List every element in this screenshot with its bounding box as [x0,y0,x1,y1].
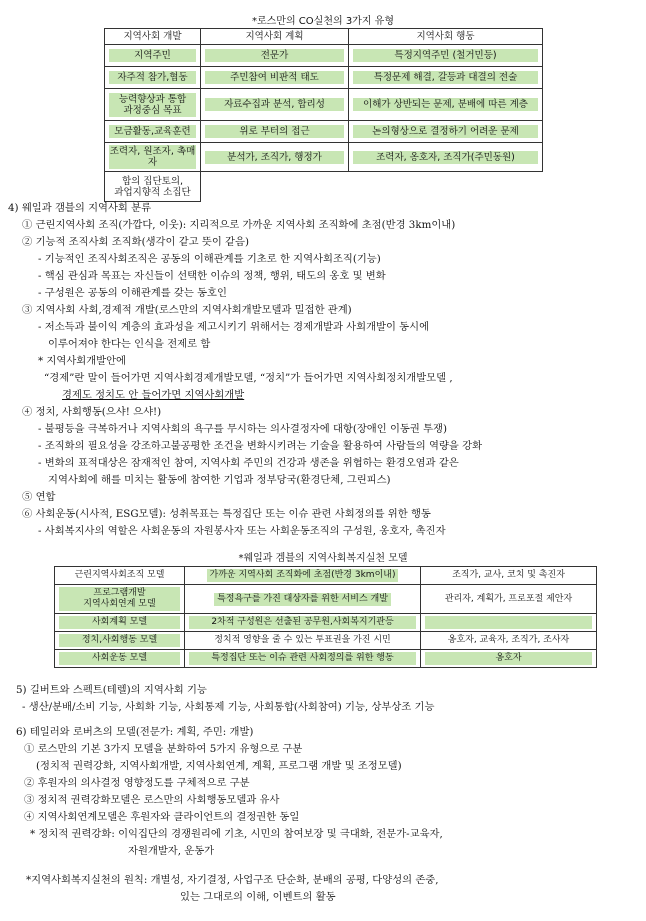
table-cell: 모금활동,교육훈련 [105,121,201,143]
list-item: * 정치적 권력강화: 이익집단의 경쟁원리에 기초, 시민의 참여보장 및 극대화, 전문가-교육자, [30,828,443,840]
table-cell: 조력자, 옹호자, 조직가(주민동원) [349,143,543,172]
table-cell: 이해가 상반되는 문제, 분배에 따른 계층 [349,89,543,121]
table-empty-cell [349,172,543,202]
section-heading: 6) 테일러와 로버츠의 모델(전문가: 계획, 주민: 개발) [16,726,254,738]
table-cell: 자료수집과 분석, 합리성 [201,89,349,121]
table-cell: 정치적 영향을 줄 수 있는 투표권을 가진 시민 [185,632,421,650]
table-cell: 옹호자 [421,650,597,668]
list-item: - 사회복지사의 역할은 사회운동의 자원봉사자 또는 사회운동조직의 구성원, 옹호자, 촉진자 [38,525,446,537]
table-cell: 사회계획 모델 [55,614,185,632]
table-row [105,121,543,143]
table2-caption: *웨일과 겜블의 지역사회복지실천 모델 [238,553,408,564]
list-item: ④ 지역사회연계모델은 후원자와 클라이언트의 결정권한 동일 [24,811,300,823]
list-item: ① 근린지역사회 조직(가깝다, 이웃): 지리적으로 가까운 지역사회 조직화에 초점(반경 3km이내) [22,219,456,231]
list-item: - 불평등을 극복하거나 지역사회의 욕구를 무시하는 의사결정자에 대항(장애인 이동권 투쟁) [38,423,448,435]
list-item: - 저소득과 불이익 계층의 효과성을 제고시키기 위해서는 경제개발과 사회개발이 동시에 [38,321,430,333]
table-cell: 전문가 [201,45,349,67]
list-item: 경제도 정치도 안 들어가면 지역사회개발 [62,389,245,401]
table-header-cell: 지역사회 개발 [105,29,201,45]
table-cell: 위로 부터의 접근 [201,121,349,143]
table-row [55,585,597,614]
list-item: (정치적 권력강화, 지역사회개발, 지역사회연계, 계획, 프로그램 개발 및 조정모델) [36,760,402,772]
table-cell: 2차적 구성원은 선출된 공무원,사회복지기관등 [185,614,421,632]
principles [0,872,646,906]
table-header-row [105,29,543,45]
principles-line: 있는 그대로의 이해, 이벤트의 활동 [180,891,336,903]
list-item: 이루어져야 한다는 인식을 전제로 함 [48,338,211,350]
table-cell [421,614,597,632]
table-empty-cell [201,172,349,202]
table-row [105,67,543,89]
table-cell: 특정집단 또는 이슈 관련 사회정의를 위한 행동 [185,650,421,668]
table-header-cell: 지역사회 행동 [349,29,543,45]
table-cell: 프로그램개발 지역사회연계 모델 [55,585,185,614]
table1-caption: *로스만의 CO실천의 3가지 유형 [251,16,394,27]
table-row [105,89,543,121]
section-heading: 4) 웨일과 갬블의 지역사회 분류 [8,202,152,214]
list-item: ⑥ 사회운동(시사적, ESG모델): 성취목표는 특정집단 또는 이슈 관련 사회정의를 위한 행동 [22,508,431,520]
table-row [105,172,543,202]
list-item: ③ 지역사회 사회,경제적 개발(로스만의 지역사회개발모델과 밀접한 관계) [22,304,352,316]
table-cell: 관리자, 계획가, 프로포절 제안자 [421,585,597,614]
table-row [55,567,597,585]
table-cell: 논의형상으로 결정하기 어려운 문제 [349,121,543,143]
list-item: ④ 정치, 사회행동(으샤! 으샤!) [22,406,162,418]
table-cell: 옹호자, 교육자, 조직가, 조사자 [421,632,597,650]
list-item: - 생산/분배/소비 기능, 사회화 기능, 사회통제 기능, 사회통합(사회참여) 기능, 상부상조 기능 [22,701,435,713]
list-item: - 핵심 관심과 목표는 자신들이 선택한 이슈의 정책, 행위, 태도의 옹호 및 변화 [38,270,386,282]
section-heading: 5) 길버트와 스펙트(테렐)의 지역사회 기능 [16,684,207,696]
table-cell: 자주적 참가,협동 [105,67,201,89]
list-item: * 지역사회개발안에 [38,355,126,367]
table-row [105,45,543,67]
list-item: ② 후원자의 의사결정 영향정도를 구체적으로 구분 [24,777,250,789]
table-cell: 특정욕구를 가진 대상자를 위한 서비스 개발 [185,585,421,614]
list-item: ① 로스만의 기본 3가지 모델을 분화하여 5가지 유형으로 구분 [24,743,303,755]
section-4 [0,200,646,540]
list-item: - 구성원은 공동의 이해관계를 갖는 동호인 [38,287,227,299]
table-cell: 근린지역사회조직 모델 [55,567,185,585]
table-header-cell: 지역사회 계획 [201,29,349,45]
table-row [55,650,597,668]
list-item: 자원개발자, 운동가 [128,845,215,857]
table-cell: 정치,사회행동 모델 [55,632,185,650]
table-cell: 주민참여 비판적 태도 [201,67,349,89]
table-cell: 특정문제 해결, 갈등과 대결의 전술 [349,67,543,89]
table-cell: 분석가, 조직가, 행정가 [201,143,349,172]
list-item: 지역사회에 해를 미치는 활동에 참여한 기업과 정부당국(환경단체, 그린피스) [48,474,391,486]
list-item: - 변화의 표적대상은 잠재적인 참여, 지역사회 주민의 건강과 생존을 위협하는 환경오염과 같은 [38,457,459,469]
rothman-table [104,28,543,202]
weil-gamble-table [54,566,597,668]
list-item: ② 기능적 조직사회 조직화(생각이 같고 뜻이 같음) [22,236,249,248]
section-5 [0,682,646,716]
table-cell: 특정지역주민 (철거민등) [349,45,543,67]
table-cell: 지역주민 [105,45,201,67]
list-item: ⑤ 연합 [22,491,56,503]
list-item: - 조직화의 필요성을 강조하고불공평한 조건을 변화시키려는 기술을 활용하여 사람들의 역량을 강화 [38,440,483,452]
list-item: ③ 정치적 권력강화모델은 로스만의 사회행동모델과 유사 [24,794,280,806]
table-cell: 가까운 지역사회 조직화에 초점(반경 3km이내) [185,567,421,585]
section-6 [0,724,646,860]
list-item: - 기능적인 조직사회조직은 공동의 이해관계를 기초로 한 지역사회조직(기능) [38,253,381,265]
table-row [55,614,597,632]
table-cell: 합의 집단토의, 과업지향적 소집단 [105,172,201,202]
table-row [55,632,597,650]
list-item: “경제”란 말이 들어가면 지역사회경제개발모델, “정치”가 들어가면 지역사회정치개발모델 , [44,372,453,384]
table-row [105,143,543,172]
principles-line: *지역사회복지실천의 원칙: 개별성, 자기결정, 사업구조 단순화, 분배의 공평, 다양성의 존중, [26,874,439,886]
table-cell: 조력자, 원조자, 촉매자 [105,143,201,172]
table-cell: 조직가, 교사, 코치 및 촉진자 [421,567,597,585]
table-cell: 사회운동 모델 [55,650,185,668]
table-cell: 능력향상과 통합 과정중심 목표 [105,89,201,121]
